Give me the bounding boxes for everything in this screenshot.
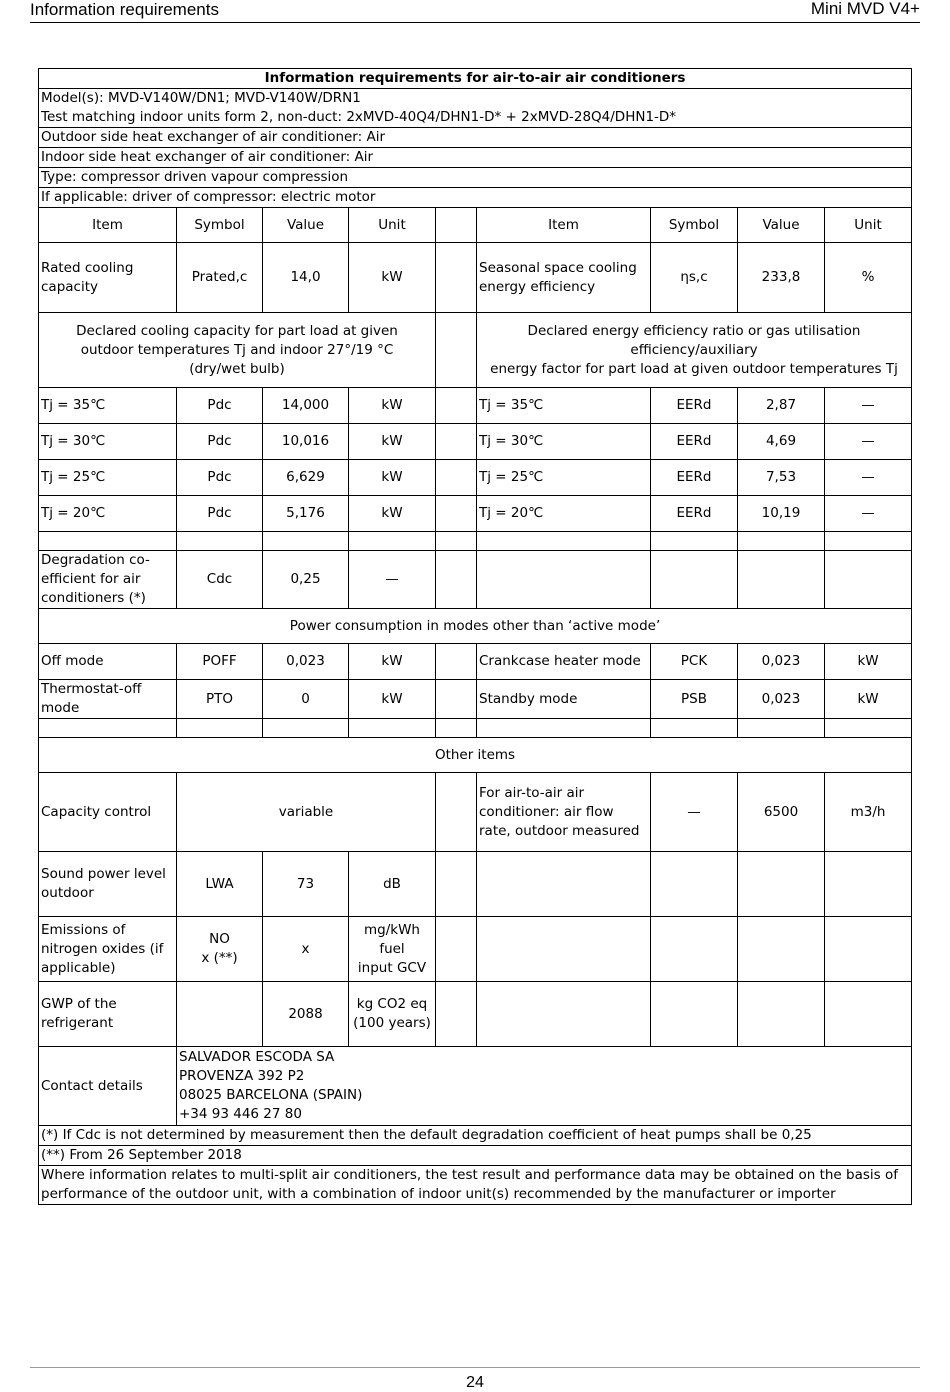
degradation-row — [39, 551, 912, 609]
tj-symbol-right: EERd — [651, 496, 738, 532]
tj-unit-right: — — [825, 388, 912, 424]
tj-value-right: 4,69 — [738, 424, 825, 460]
capacity-control-item: Capacity control — [39, 773, 177, 852]
air-flow-value: 6500 — [738, 773, 825, 852]
rated-cooling-value: 14,0 — [263, 243, 349, 313]
gwp-unit — [349, 982, 436, 1047]
degradation-unit: — — [349, 551, 436, 609]
tj-unit: kW — [349, 460, 436, 496]
standby-unit: kW — [825, 680, 912, 719]
tj-symbol-right: EERd — [651, 424, 738, 460]
indoor-heat-exchanger: Indoor side heat exchanger of air conditioner: Air — [39, 148, 912, 168]
off-mode-value: 0,023 — [263, 644, 349, 680]
emissions-row — [39, 917, 912, 982]
capacity-control-value: variable — [177, 773, 436, 852]
tj-item: Tj = 35℃ — [39, 388, 177, 424]
other-items-heading: Other items — [39, 738, 912, 773]
spacer-cell — [436, 680, 477, 719]
col-header-item: Item — [39, 208, 177, 243]
footer-divider — [30, 1367, 920, 1368]
footnote-date: (**) From 26 September 2018 — [39, 1146, 912, 1166]
tj-value: 5,176 — [263, 496, 349, 532]
emissions-item: Emissions of nitrogen oxides (if applicable) — [39, 917, 177, 982]
thermostat-off-symbol: PTO — [177, 680, 263, 719]
emissions-value: x — [263, 917, 349, 982]
thermostat-off-item: Thermostat-off mode — [39, 680, 177, 719]
tj-symbol: Pdc — [177, 496, 263, 532]
tj-unit: kW — [349, 424, 436, 460]
page-header — [30, 0, 920, 23]
tj-row — [39, 424, 912, 460]
tj-item-right: Tj = 20℃ — [477, 496, 651, 532]
tj-row — [39, 388, 912, 424]
col-header-value-right: Value — [738, 208, 825, 243]
seasonal-efficiency-symbol: ηs,c — [651, 243, 738, 313]
col-header-unit: Unit — [349, 208, 436, 243]
sound-power-unit: dB — [349, 852, 436, 917]
off-mode-symbol: POFF — [177, 644, 263, 680]
emissions-unit-line-3: input GCV — [357, 959, 427, 976]
empty-row — [39, 532, 912, 551]
tj-item-right: Tj = 25℃ — [477, 460, 651, 496]
spacer-cell — [436, 460, 477, 496]
tj-value: 10,016 — [263, 424, 349, 460]
footnote-cdc: (*) If Cdc is not determined by measurement then the default degradation coefficient of heat pumps shall be 0,25 — [39, 1126, 912, 1146]
tj-unit-right: — — [825, 496, 912, 532]
crankcase-value: 0,023 — [738, 644, 825, 680]
contact-company: SALVADOR ESCODA SA — [179, 1049, 335, 1065]
sound-power-row — [39, 852, 912, 917]
page-number: 24 — [466, 1374, 484, 1391]
rated-cooling-unit: kW — [349, 243, 436, 313]
seasonal-efficiency-value: 233,8 — [738, 243, 825, 313]
tj-symbol-right: EERd — [651, 460, 738, 496]
tj-item-right: Tj = 30℃ — [477, 424, 651, 460]
table-title: Information requirements for air-to-air air conditioners — [39, 69, 912, 89]
thermostat-off-unit: kW — [349, 680, 436, 719]
header-product-name: Mini MVD V4+ — [810, 0, 920, 18]
header-section-title: Information requirements — [30, 0, 219, 19]
tj-item: Tj = 30℃ — [39, 424, 177, 460]
degradation-item: Degradation co-efficient for air conditioners (*) — [39, 551, 177, 609]
spacer-cell — [436, 208, 477, 243]
tj-symbol: Pdc — [177, 388, 263, 424]
col-header-symbol-right: Symbol — [651, 208, 738, 243]
spacer-cell — [436, 644, 477, 680]
air-flow-unit: m3/h — [825, 773, 912, 852]
contact-street: PROVENZA 392 P2 — [179, 1068, 305, 1084]
standby-item: Standby mode — [477, 680, 651, 719]
gwp-unit-line-1: kg CO2 eq — [356, 996, 428, 1012]
tj-value-right: 7,53 — [738, 460, 825, 496]
contact-phone: +34 93 446 27 80 — [179, 1106, 302, 1122]
empty-row — [39, 719, 912, 738]
crankcase-item: Crankcase heater mode — [477, 644, 651, 680]
gwp-row — [39, 982, 912, 1047]
spacer-cell — [436, 243, 477, 313]
outdoor-heat-exchanger: Outdoor side heat exchanger of air conditioner: Air — [39, 128, 912, 148]
footnote-multisplit: Where information relates to multi-split air conditioners, the test result and performance data may be obtained on the basis of performance of the outdoor unit, with a combination of indoor unit(s) recommended by the manufacturer or importer — [39, 1166, 912, 1205]
spacer-cell — [436, 773, 477, 852]
column-header-row — [39, 208, 912, 243]
col-header-item-right: Item — [477, 208, 651, 243]
thermostat-off-value: 0 — [263, 680, 349, 719]
off-mode-item: Off mode — [39, 644, 177, 680]
emissions-symbol-line-1: NO — [209, 931, 230, 947]
tj-row — [39, 460, 912, 496]
rated-cooling-item: Rated cooling capacity — [39, 243, 177, 313]
gwp-unit-line-2: (100 years) — [353, 1015, 431, 1031]
spacer-cell — [436, 388, 477, 424]
emissions-symbol — [177, 917, 263, 982]
tj-row — [39, 496, 912, 532]
col-header-symbol: Symbol — [177, 208, 263, 243]
power-consumption-heading: Power consumption in modes other than ‘active mode’ — [39, 609, 912, 644]
gwp-item: GWP of the refrigerant — [39, 982, 177, 1047]
tj-item: Tj = 20℃ — [39, 496, 177, 532]
spacer-cell — [436, 424, 477, 460]
model-line: Model(s): MVD-V140W/DN1; MVD-V140W/DRN1 — [41, 90, 361, 106]
declared-efficiency-line-2: energy factor for part load at given outdoor temperatures Tj — [490, 360, 898, 377]
sound-power-item: Sound power level outdoor — [39, 852, 177, 917]
tj-unit-right: — — [825, 460, 912, 496]
contact-row — [39, 1047, 912, 1126]
model-info — [39, 89, 912, 128]
emissions-unit-line-1: mg/kWh — [364, 921, 420, 938]
standby-value: 0,023 — [738, 680, 825, 719]
tj-unit: kW — [349, 496, 436, 532]
tj-symbol: Pdc — [177, 424, 263, 460]
off-mode-row — [39, 644, 912, 680]
declared-efficiency-heading — [477, 313, 912, 388]
gwp-value: 2088 — [263, 982, 349, 1047]
contact-details — [177, 1047, 912, 1126]
tj-item-right: Tj = 35℃ — [477, 388, 651, 424]
tj-symbol-right: EERd — [651, 388, 738, 424]
information-requirements-table — [38, 68, 912, 1205]
standby-symbol: PSB — [651, 680, 738, 719]
rated-cooling-row — [39, 243, 912, 313]
declared-efficiency-line-1: Declared energy efficiency ratio or gas utilisation efficiency/auxiliary — [527, 322, 861, 358]
spacer-cell — [436, 313, 477, 388]
gwp-symbol — [177, 982, 263, 1047]
tj-value-right: 2,87 — [738, 388, 825, 424]
declared-section-row — [39, 313, 912, 388]
capacity-control-row — [39, 773, 912, 852]
seasonal-efficiency-unit: % — [825, 243, 912, 313]
air-flow-item: For air-to-air air conditioner: air flow rate, outdoor measured — [477, 773, 651, 852]
crankcase-symbol: PCK — [651, 644, 738, 680]
tj-unit: kW — [349, 388, 436, 424]
crankcase-unit: kW — [825, 644, 912, 680]
contact-item: Contact details — [39, 1047, 177, 1126]
declared-capacity-heading: Declared cooling capacity for part load at given outdoor temperatures Tj and indoor 27°/19 °C (dry/wet bulb) — [39, 313, 436, 388]
test-matching-line: Test matching indoor units form 2, non-duct: 2xMVD-40Q4/DHN1-D* + 2xMVD-28Q4/DHN1-D* — [41, 109, 677, 125]
compressor-driver: If applicable: driver of compressor: electric motor — [39, 188, 912, 208]
seasonal-efficiency-item: Seasonal space cooling energy efficiency — [477, 243, 651, 313]
emissions-unit — [349, 917, 436, 982]
emissions-symbol-line-2: x (**) — [201, 950, 238, 966]
thermostat-off-row — [39, 680, 912, 719]
rated-cooling-symbol: Prated,c — [177, 243, 263, 313]
degradation-value: 0,25 — [263, 551, 349, 609]
tj-value: 14,000 — [263, 388, 349, 424]
off-mode-unit: kW — [349, 644, 436, 680]
tj-symbol: Pdc — [177, 460, 263, 496]
tj-value: 6,629 — [263, 460, 349, 496]
col-header-value: Value — [263, 208, 349, 243]
emissions-unit-line-2: fuel — [379, 940, 405, 957]
spacer-cell — [436, 496, 477, 532]
air-flow-symbol: — — [651, 773, 738, 852]
col-header-unit-right: Unit — [825, 208, 912, 243]
sound-power-symbol: LWA — [177, 852, 263, 917]
compressor-type: Type: compressor driven vapour compression — [39, 168, 912, 188]
tj-value-right: 10,19 — [738, 496, 825, 532]
tj-unit-right: — — [825, 424, 912, 460]
tj-item: Tj = 25℃ — [39, 460, 177, 496]
sound-power-value: 73 — [263, 852, 349, 917]
contact-city: 08025 BARCELONA (SPAIN) — [179, 1087, 363, 1103]
degradation-symbol: Cdc — [177, 551, 263, 609]
